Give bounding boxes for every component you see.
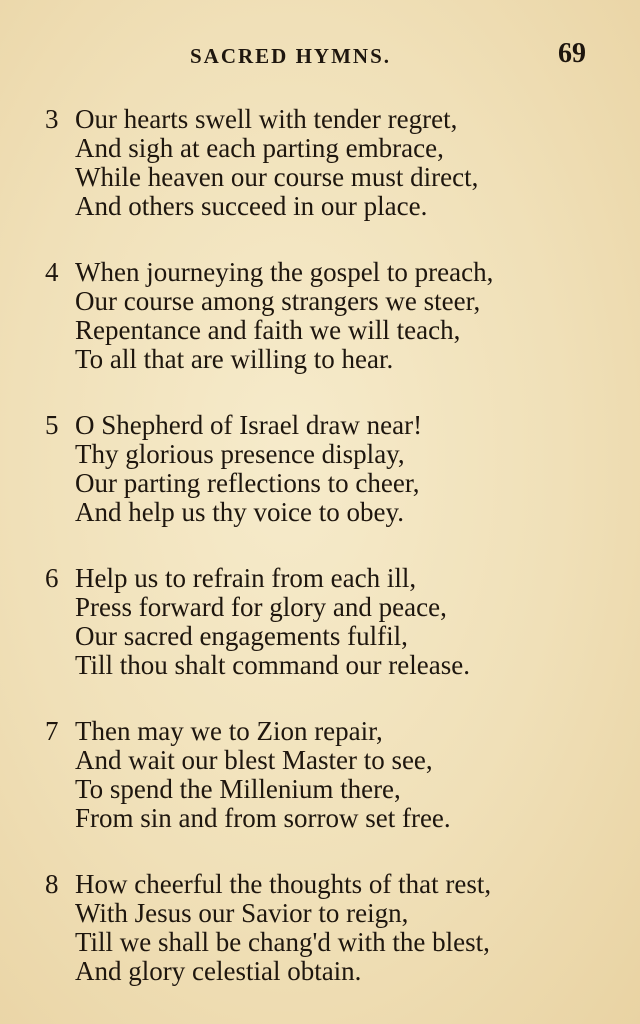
- stanza-5: [0, 410, 640, 563]
- verse-line: To spend the Millenium there,: [75, 774, 401, 804]
- stanza-4: [0, 257, 640, 410]
- stanza-number: 5: [45, 410, 59, 440]
- verse-line: Then may we to Zion repair,: [75, 716, 383, 746]
- verse-line: And glory celestial obtain.: [75, 956, 362, 986]
- stanza-7: [0, 716, 640, 869]
- verse-line: Thy glorious presence display,: [75, 439, 405, 469]
- verse-line: From sin and from sorrow set free.: [75, 803, 451, 833]
- verse-line: To all that are willing to hear.: [75, 344, 394, 374]
- verse-line: Repentance and faith we will teach,: [75, 315, 461, 345]
- stanza-number: 6: [45, 563, 59, 593]
- verse-line: And wait our blest Master to see,: [75, 745, 433, 775]
- stanza-number: 7: [45, 716, 59, 746]
- verse-line: Our sacred engagements fulfil,: [75, 621, 408, 651]
- verse-line: And others succeed in our place.: [75, 191, 428, 221]
- verse-line: And help us thy voice to obey.: [75, 497, 404, 527]
- stanza-number: 4: [45, 257, 59, 287]
- stanza-number: 8: [45, 869, 59, 899]
- running-head: [0, 40, 640, 74]
- verse-line: Till we shall be chang'd with the blest,: [75, 927, 490, 957]
- stanza-8: [0, 869, 640, 1022]
- verse-line: O Shepherd of Israel draw near!: [75, 410, 423, 440]
- stanza-6: [0, 563, 640, 716]
- page-title: SACRED HYMNS.: [190, 44, 392, 68]
- stanza-3: [0, 104, 640, 257]
- verse-line: And sigh at each parting embrace,: [75, 133, 444, 163]
- verse-line: Our course among strangers we steer,: [75, 286, 481, 316]
- verse-line: Till thou shalt command our release.: [75, 650, 470, 680]
- verse-line: While heaven our course must direct,: [75, 162, 479, 192]
- stanza-number: 3: [45, 104, 59, 134]
- verse-line: Our parting reflections to cheer,: [75, 468, 420, 498]
- verse-line: How cheerful the thoughts of that rest,: [75, 869, 492, 899]
- page-number: 69: [558, 38, 586, 69]
- verse-line: When journeying the gospel to preach,: [75, 257, 494, 287]
- verse-line: Press forward for glory and peace,: [75, 592, 447, 622]
- verse-line: With Jesus our Savior to reign,: [75, 898, 409, 928]
- verse-line: Our hearts swell with tender regret,: [75, 104, 458, 134]
- verse-line: Help us to refrain from each ill,: [75, 563, 417, 593]
- hymn-body: [0, 104, 640, 1022]
